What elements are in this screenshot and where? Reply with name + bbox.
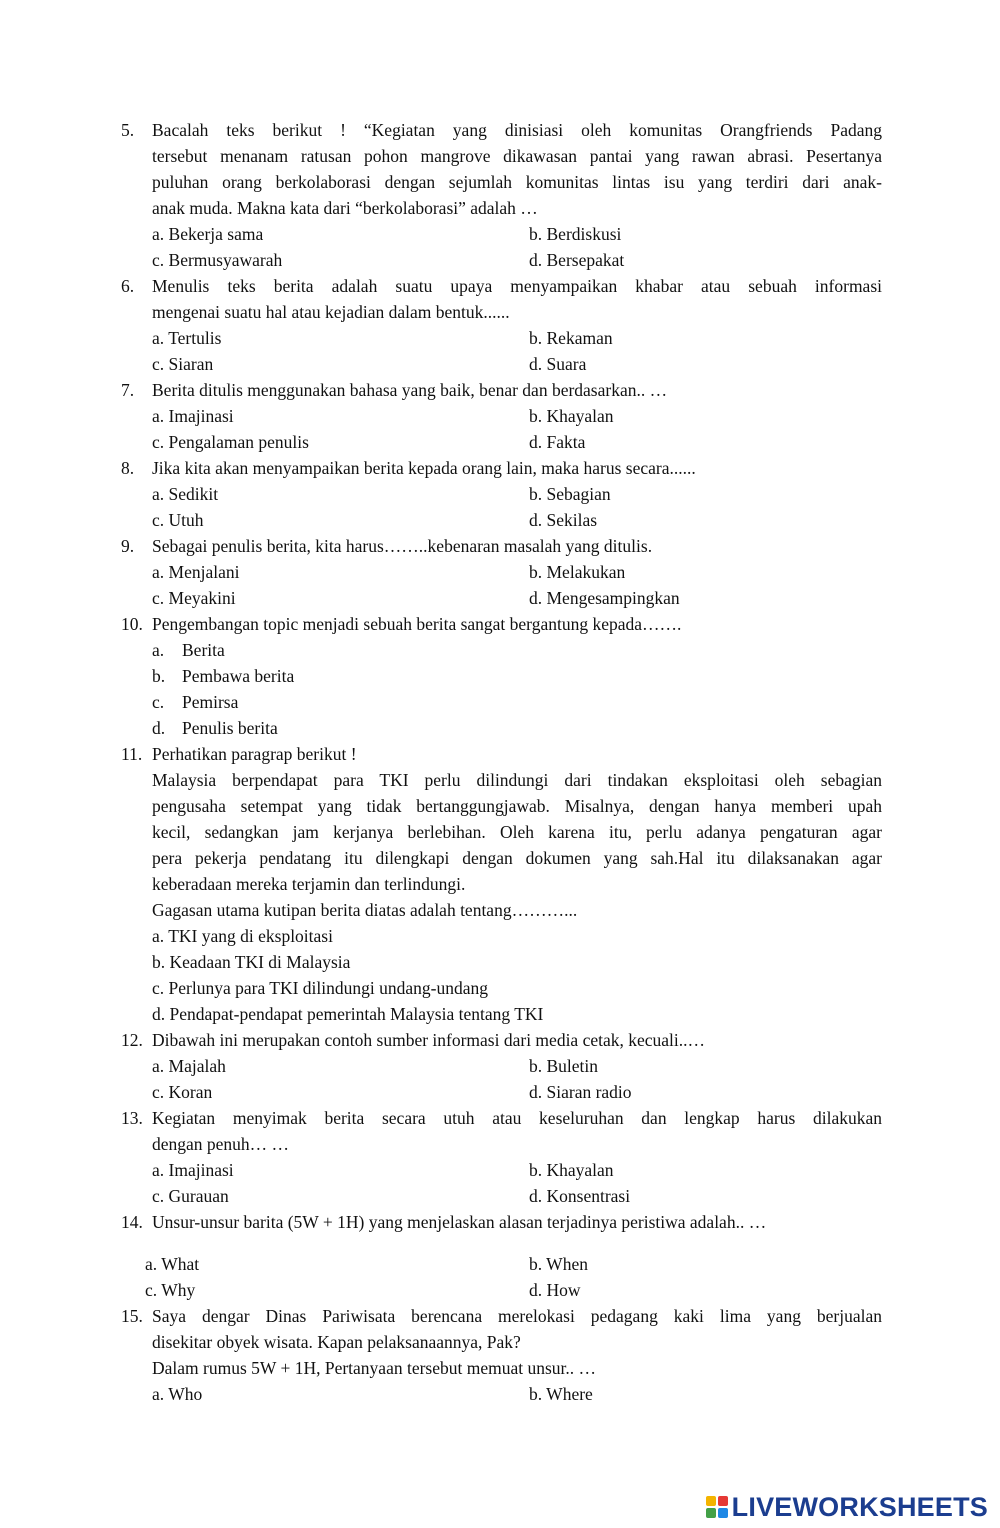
option-a[interactable]: a. Imajinasi (152, 1160, 234, 1180)
option-b[interactable]: b. Sebagian (529, 484, 611, 504)
option-b[interactable]: b. Melakukan (529, 562, 626, 582)
question-number: 15. (121, 1306, 143, 1326)
question-text-line: Pengembangan topic menjadi sebuah berita sangat bergantung kepada……. (152, 614, 682, 634)
option-c[interactable]: c. Koran (152, 1082, 213, 1102)
option-c[interactable]: c. Gurauan (152, 1186, 229, 1206)
option-b[interactable]: b. Where (529, 1384, 593, 1404)
question-text-line: Unsur-unsur barita (5W + 1H) yang menjelaskan alasan terjadinya peristiwa adalah.. … (152, 1212, 767, 1232)
question-text-line: mengenai suatu hal atau kejadian dalam bentuk...... (152, 302, 510, 322)
option-b[interactable]: b. Buletin (529, 1056, 599, 1076)
option-d[interactable]: d. Mengesampingkan (529, 588, 680, 608)
option-letter: a. (152, 640, 165, 660)
option-text: Pemirsa (182, 692, 239, 712)
option-d[interactable]: d. Sekilas (529, 510, 598, 530)
question-number: 9. (121, 536, 135, 556)
logo-square (706, 1496, 716, 1506)
question-number: 14. (121, 1212, 143, 1232)
question-text-line: disekitar obyek wisata. Kapan pelaksanaannya, Pak? (152, 1332, 521, 1352)
option-d[interactable]: d. Pendapat-pendapat pemerintah Malaysia tentang TKI (152, 1004, 544, 1024)
paragraph-line: kecil, sedangkan jam kerjanya berlebihan. Oleh karena itu, perlu adanya pengaturan agar (152, 822, 882, 842)
option-a[interactable]: a. Majalah (152, 1056, 226, 1076)
paragraph-line: keberadaan mereka terjamin dan terlindungi. (152, 874, 466, 894)
option-b[interactable]: b. Rekaman (529, 328, 613, 348)
option-d[interactable]: d. Bersepakat (529, 250, 625, 270)
question-text-line: puluhan orang berkolaborasi dengan sejumlah komunitas lintas isu yang terdiri dari anak- (152, 172, 882, 192)
option-c[interactable]: c. Why (145, 1280, 196, 1300)
question-number: 10. (121, 614, 143, 634)
option-b[interactable]: b. Khayalan (529, 406, 614, 426)
option-c[interactable]: c. Utuh (152, 510, 204, 530)
option-letter: b. (152, 666, 166, 686)
question-text-line: dengan penuh… … (152, 1134, 290, 1154)
option-d[interactable]: d. Konsentrasi (529, 1186, 631, 1206)
question-text-line: Gagasan utama kutipan berita diatas adalah tentang………... (152, 900, 578, 920)
question-text-line: anak muda. Makna kata dari “berkolaborasi” adalah … (152, 198, 538, 218)
question-text-line: Perhatikan paragrap berikut ! (152, 744, 357, 764)
option-a[interactable]: a. Who (152, 1384, 203, 1404)
logo-square (706, 1508, 716, 1518)
option-c[interactable]: c. Perlunya para TKI dilindungi undang-undang (152, 978, 488, 998)
paragraph-line: Malaysia berpendapat para TKI perlu dilindungi dari tindakan eksploitasi oleh sebagian (152, 770, 882, 790)
option-c[interactable]: c. Siaran (152, 354, 214, 374)
option-letter: d. (152, 718, 166, 738)
option-a[interactable]: a. What (145, 1254, 200, 1274)
question-text-line: Dibawah ini merupakan contoh sumber informasi dari media cetak, kecuali..… (152, 1030, 706, 1050)
question-text-line: Jika kita akan menyampaikan berita kepada orang lain, maka harus secara...... (152, 458, 696, 478)
logo-square (718, 1496, 728, 1506)
option-a[interactable]: a. Menjalani (152, 562, 240, 582)
option-d[interactable]: d. How (529, 1280, 581, 1300)
option-a[interactable]: a. Imajinasi (152, 406, 234, 426)
option-c[interactable]: c. Meyakini (152, 588, 236, 608)
option-c[interactable]: c. Pengalaman penulis (152, 432, 309, 452)
option-b[interactable]: b. Khayalan (529, 1160, 614, 1180)
brand-name: LIVEWORKSHEETS (731, 1491, 988, 1522)
question-text-line: Sebagai penulis berita, kita harus……..kebenaran masalah yang ditulis. (152, 536, 653, 556)
logo-square (718, 1508, 728, 1518)
option-b[interactable]: b. Berdiskusi (529, 224, 622, 244)
option-a[interactable]: a. Sedikit (152, 484, 219, 504)
question-text-line: Menulis teks berita adalah suatu upaya menyampaikan khabar atau sebuah informasi (152, 276, 882, 296)
question-number: 6. (121, 276, 135, 296)
option-a[interactable] (152, 637, 225, 663)
question-text-line: Saya dengar Dinas Pariwisata berencana merelokasi pedagang kaki lima yang berjualan (152, 1306, 882, 1326)
option-text: Berita (182, 640, 225, 660)
question-number: 13. (121, 1108, 143, 1128)
option-text: Pembawa berita (182, 666, 295, 686)
question-text-line: Dalam rumus 5W + 1H, Pertanyaan tersebut memuat unsur.. … (152, 1358, 597, 1378)
question-number: 11. (121, 744, 143, 764)
option-d[interactable] (152, 715, 278, 741)
liveworksheets-logo[interactable] (706, 1492, 988, 1522)
question-number: 5. (121, 120, 135, 140)
option-d[interactable]: d. Siaran radio (529, 1082, 632, 1102)
question-text-line: Berita ditulis menggunakan bahasa yang baik, benar dan berdasarkan.. … (152, 380, 668, 400)
logo-squares-icon (706, 1496, 728, 1518)
option-letter: c. (152, 692, 165, 712)
question-number: 7. (121, 380, 135, 400)
option-a[interactable]: a. Bekerja sama (152, 224, 264, 244)
option-c[interactable]: c. Bermusyawarah (152, 250, 283, 270)
paragraph-line: pera pekerja pendatang itu dilengkapi dengan dokumen yang sah.Hal itu dilaksanakan agar (152, 848, 882, 868)
option-d[interactable]: d. Suara (529, 354, 587, 374)
question-number: 8. (121, 458, 135, 478)
paragraph-line: pengusaha setempat yang tidak bertanggungjawab. Misalnya, dengan hanya memberi upah (152, 796, 882, 816)
option-c[interactable] (152, 689, 238, 715)
question-text-line: Kegiatan menyimak berita secara utuh atau keseluruhan dan lengkap harus dilakukan (152, 1108, 882, 1128)
option-b[interactable]: b. When (529, 1254, 588, 1274)
option-text: Penulis berita (182, 718, 278, 738)
option-b[interactable] (152, 663, 294, 689)
option-a[interactable]: a. TKI yang di eksploitasi (152, 926, 333, 946)
option-d[interactable]: d. Fakta (529, 432, 586, 452)
question-text-line: tersebut menanam ratusan pohon mangrove dikawasan pantai yang rawan abrasi. Pesertanya (152, 146, 882, 166)
option-a[interactable]: a. Tertulis (152, 328, 222, 348)
question-text-line: Bacalah teks berikut ! “Kegiatan yang dinisiasi oleh komunitas Orangfriends Padang (152, 120, 882, 140)
question-number: 12. (121, 1030, 143, 1050)
option-b[interactable]: b. Keadaan TKI di Malaysia (152, 952, 351, 972)
